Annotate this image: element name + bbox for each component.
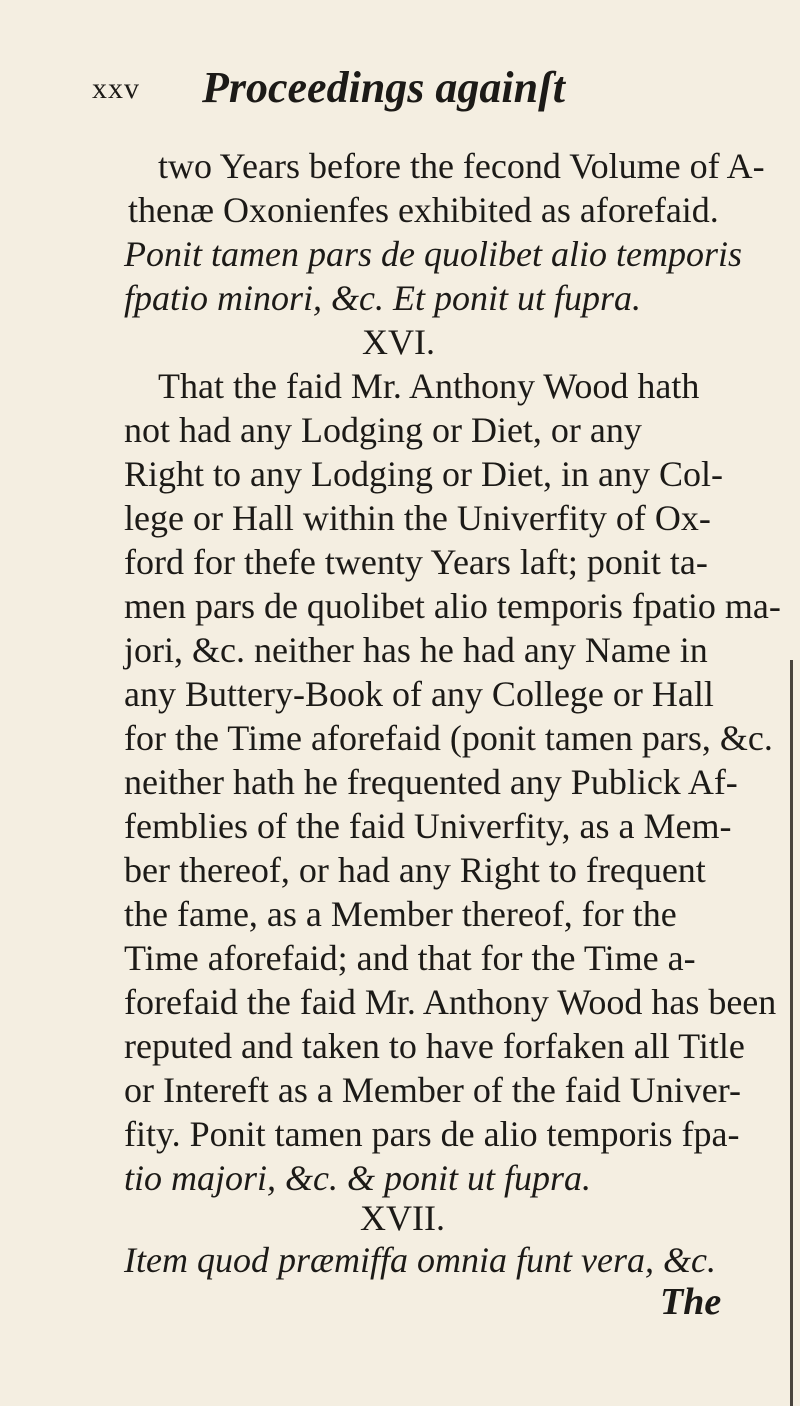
- text-line: ber thereof, or had any Right to frequent: [124, 850, 706, 890]
- catchword: The: [660, 1281, 722, 1323]
- text-line: ford for thefe twenty Years laft; ponit ta-: [124, 542, 708, 582]
- text-line: any Buttery-Book of any College or Hall: [124, 674, 714, 714]
- text-line: That the faid Mr. Anthony Wood hath: [158, 366, 700, 406]
- text-line: Item quod præmiffa omnia funt vera, &c.: [124, 1240, 716, 1280]
- text-line: thenæ Oxonienfes exhibited as aforefaid.: [128, 190, 719, 230]
- text-line: fpatio minori, &c. Et ponit ut fupra.: [124, 278, 642, 318]
- page-header: [92, 58, 752, 118]
- text-line: or Intereft as a Member of the faid Univer-: [124, 1070, 742, 1110]
- text-line: the fame, as a Member thereof, for the: [124, 894, 677, 934]
- text-line: forefaid the faid Mr. Anthony Wood has been: [124, 982, 777, 1022]
- text-line: two Years before the fecond Volume of A-: [158, 146, 765, 186]
- text-line: jori, &c. neither has he had any Name in: [124, 630, 708, 670]
- text-line: neither hath he frequented any Publick Af-: [124, 762, 738, 802]
- text-line: tio majori, &c. & ponit ut fupra.: [124, 1158, 592, 1198]
- text-line: men pars de quolibet alio temporis fpatio ma-: [124, 586, 781, 626]
- text-line: not had any Lodging or Diet, or any: [124, 410, 642, 450]
- page-edge-rule: [790, 660, 793, 1406]
- text-line: lege or Hall within the Univerfity of Ox-: [124, 498, 711, 538]
- text-line: fity. Ponit tamen pars de alio temporis fpa-: [124, 1114, 740, 1154]
- text-line: Right to any Lodging or Diet, in any Col-: [124, 454, 723, 494]
- page-number: xxv: [92, 72, 140, 105]
- text-line: reputed and taken to have forfaken all Title: [124, 1026, 745, 1066]
- section-number: XVII.: [360, 1198, 445, 1238]
- text-line: femblies of the faid Univerfity, as a Mem-: [124, 806, 732, 846]
- running-head: Proceedings againſt: [202, 63, 565, 112]
- text-line: Time aforefaid; and that for the Time a-: [124, 938, 696, 978]
- section-number: XVI.: [362, 322, 435, 362]
- text-line: for the Time aforefaid (ponit tamen pars, &c.: [124, 718, 773, 758]
- text-line: Ponit tamen pars de quolibet alio temporis: [124, 234, 742, 274]
